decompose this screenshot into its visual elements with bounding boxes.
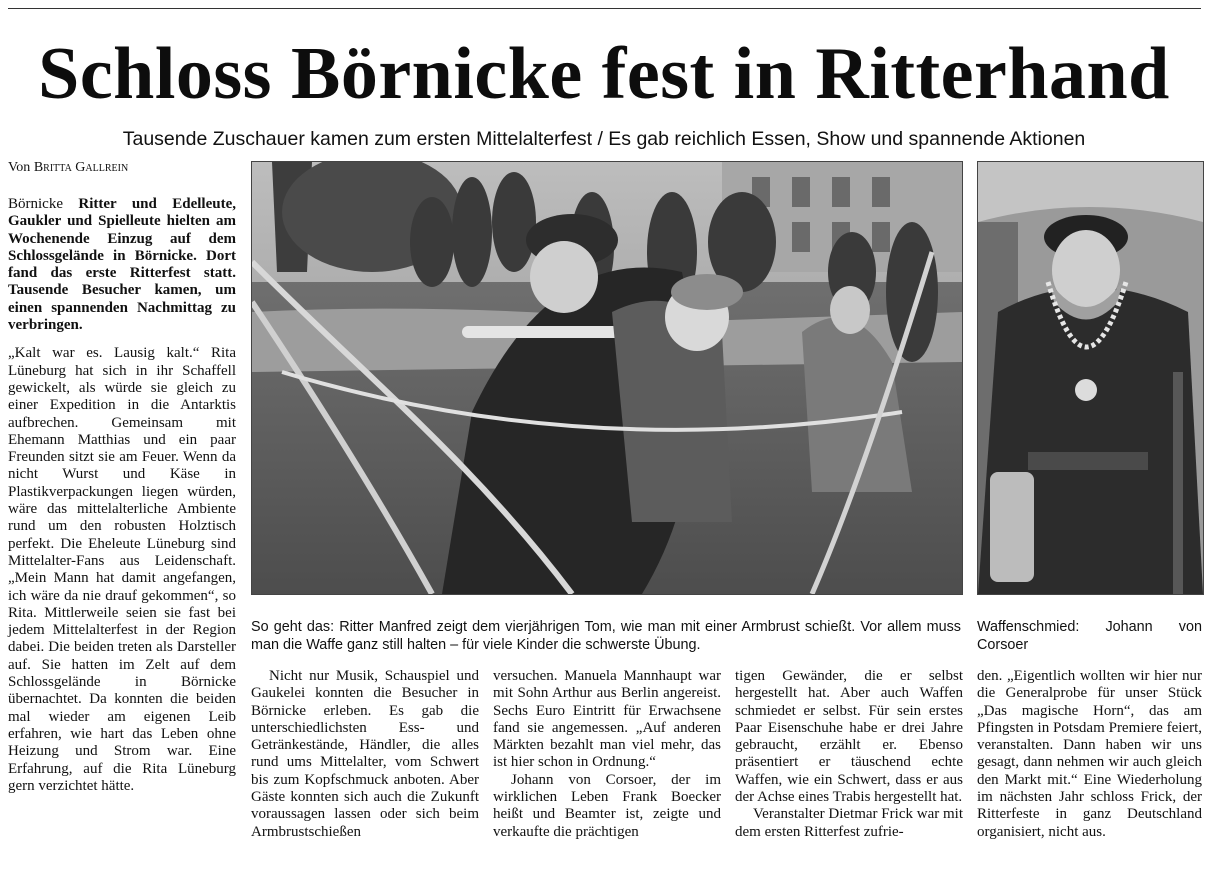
side-photo	[977, 161, 1204, 595]
lead-text: Ritter und Edelleute, Gaukler und Spielleute hielten am Wochenende Einzug auf dem Schlossgelände in Börnicke. Dort fand das erste Ritterfest statt. Tausende Besucher kamen, um einen spannenden Nachmittag zu verbringen.	[8, 196, 236, 334]
column-1	[8, 196, 236, 795]
top-rule	[8, 8, 1201, 9]
column-3-body-b: Johann von Corsoer, der im wirklichen Leben Frank Boecker heißt und Beamter ist, zeigte und verkaufte die prächtigen	[493, 771, 721, 840]
byline-author: Britta Gallrein	[33, 160, 129, 175]
column-2-body: Nicht nur Musik, Schauspiel und Gaukelei konnten die Besucher in Börnicke erleben. Es gab die unterschiedlichsten Ess- und Getränkestände, Händler, die alles rund ums Mittelalter, vom Schwert bis zum Kopfschmuck anboten. Aber Gäste konnten sich auch die Zukunft voraussagen lassen oder sich beim Armbrustschießen	[251, 668, 479, 840]
column-4-body-a: tigen Gewänder, die er selbst hergestellt hat. Aber auch Waffen schmiedet er selbst. Für sein erstes Paar Eisenschuhe habe er drei Jahre gebraucht, erzählt er. Ebenso präsentiert er täuschend echte Waffen, wie ein Schwert, dass er aus der Achse eines Trabis hergestellt hat.	[735, 668, 963, 806]
subheadline: Tausende Zuschauer kamen zum ersten Mittelalterfest / Es gab reichlich Essen, Show und spannende Aktionen	[122, 128, 1086, 150]
weaponsmith-photo	[978, 162, 1203, 594]
side-photo-caption: Waffenschmied: Johann von Corsoer	[977, 619, 1202, 653]
column-1-body: „Kalt war es. Lausig kalt.“ Rita Lüneburg hat sich in ihr Schaffell gewickelt, als würde sie gleich zu einer Expedition in die Antarktis aufbrechen. Gemeinsam mit Ehemann Matthias und ein paar Freunden sitzt sie am Feuer. Wenn da nicht Wurst und Käse in Plastikverpackungen liegen würden, wäre das mittelalterliche Ambiente rund um den robusten Holztisch perfekt. Die Eheleute Lüneburg sind Mittelalter-Fans aus Leidenschaft. „Mein Mann hat damit angefangen, ich wäre da nie drauf gekommen“, so Rita. Mittlerweile seien sie fast bei jedem Mittelalterfest in der Region dabei. Die beiden treten als Darsteller auf. Sie hatten im Zelt auf dem Schlossgelände in Börnicke übernachtet. Da konnten die beiden mal wieder am eigenen Leib erfahren, wie hart das Leben ohne Heizung und Strom war. Eine Erfahrung, auf die Rita Lüneburg gern verzichtet hätte.	[8, 345, 236, 794]
column-4-body-b: Veranstalter Dietmar Frick war mit dem ersten Ritterfest zufrie-	[735, 806, 963, 840]
lead-place: Börnicke	[8, 196, 63, 212]
column-3	[493, 668, 721, 841]
column-4	[735, 668, 963, 841]
knight-crossbow-photo	[252, 162, 962, 594]
byline-prefix: Von	[8, 160, 31, 175]
lead-paragraph	[8, 196, 236, 334]
main-photo	[251, 161, 963, 595]
main-photo-caption: So geht das: Ritter Manfred zeigt dem vierjährigen Tom, wie man mit einer Armbrust schießt. Vor allem muss man die Waffe ganz still halten – für viele Kinder die schwerste Übung.	[251, 619, 961, 653]
column-5	[977, 668, 1202, 841]
column-5-body: den. „Eigentlich wollten wir hier nur die Generalprobe für unser Stück „Das magische Horn“, das am Pfingsten in Potsdam Premiere feiert, veranstalten. Dann haben wir uns gesagt, dann nehmen wir auch gleich den Markt mit.“ Eine Wiederholung im nächsten Jahr schloss Frick, der Ritterfeste in ganz Deutschland organisiert, nicht aus.	[977, 668, 1202, 840]
headline: Schloss Börnicke fest in Ritterhand	[38, 33, 1170, 115]
byline	[8, 159, 128, 177]
column-2	[251, 668, 479, 841]
column-3-body-a: versuchen. Manuela Mannhaupt war mit Sohn Arthur aus Berlin angereist. Sechs Euro Eintritt für Erwachsene fand sie angemessen. „Auf anderen Märkten bezahlt man viel mehr, das ist hier schon in Ordnung.“	[493, 668, 721, 771]
